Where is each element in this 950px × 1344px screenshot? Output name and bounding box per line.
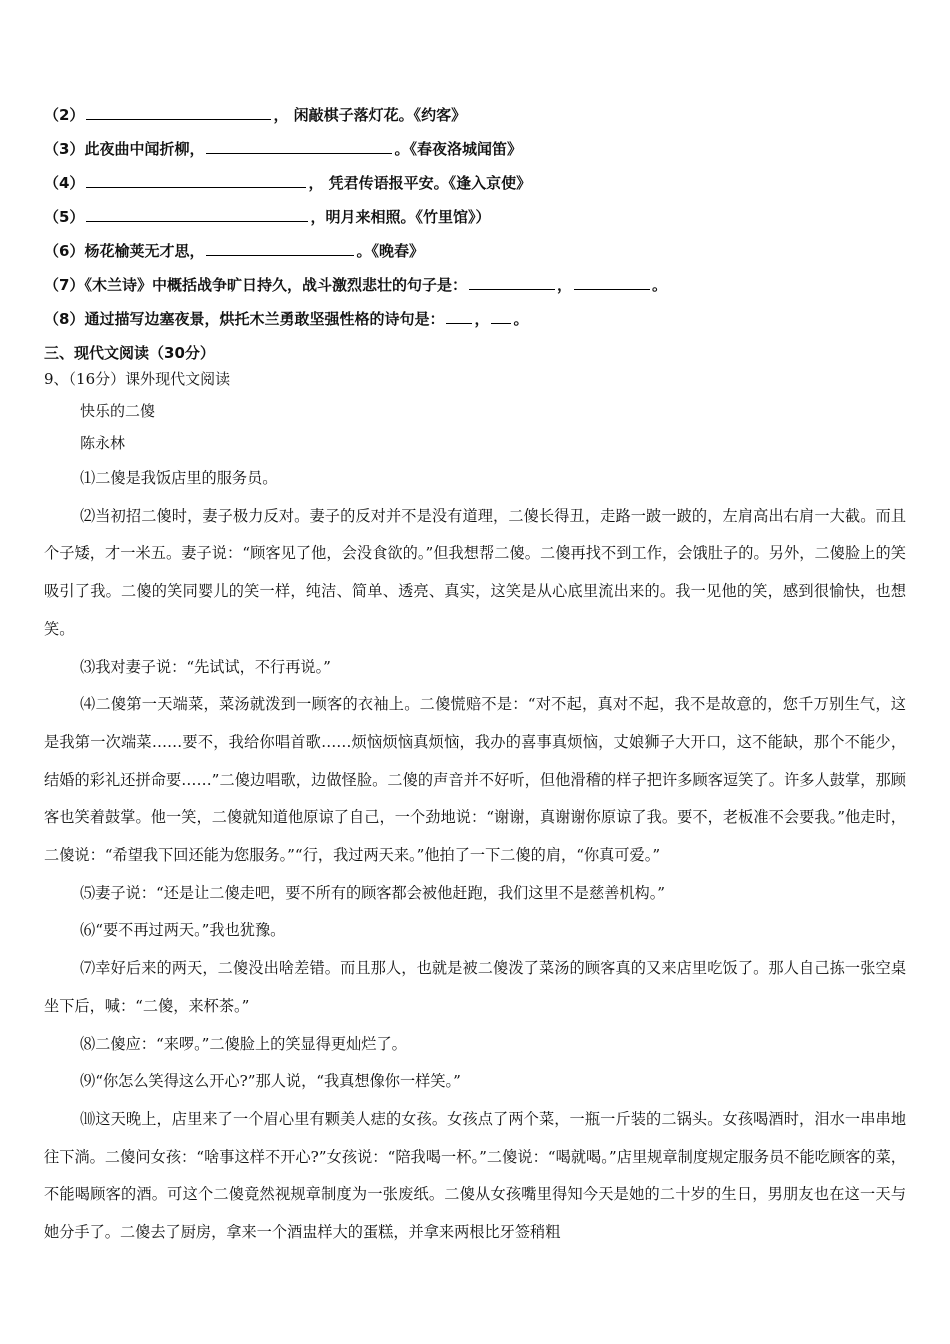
paragraph: ⑼“你怎么笑得这么开心?”那人说，“我真想像你一样笑。”: [80, 1072, 461, 1091]
paragraph: ⑹“要不再过两天。”我也犹豫。: [80, 921, 286, 940]
paragraph: ⑷二傻第一天端菜，菜汤就泼到一顾客的衣袖上。二傻慌赔不是：“对不起，真对不起，我不是故意的，您千万别生气，这是我第一次端菜……要不，我给你唱首歌……烦恼烦恼真烦恼，我办的喜事真烦恼，丈娘狮子大开口，这不能缺，那个不能少，结婚的彩礼还拼命要……”二傻边唱歌，边做怪脸。二傻的声音并不好听，但他滑稽的样子把许多顾客逗笑了。许多人鼓掌，那顾客也笑着鼓掌。他一笑，二傻就知道他原谅了自己，一个劲地说：“谢谢，真谢谢你原谅了我。要不，老板准不会要我。”他走时，二傻说：“希望我下回还能为您服务。”“行，我过两天来。”他拍了一下二傻的肩，“你真可爱。”: [44, 695, 906, 865]
answer-blank[interactable]: [491, 309, 511, 324]
question-number: （4）: [44, 174, 85, 192]
question-number: （6）: [44, 242, 85, 260]
paragraph: ⑶我对妻子说：“先试试，不行再说。”: [80, 657, 331, 676]
question-2: （2） ， 闲敲棋子落灯花。《约客》: [44, 106, 467, 124]
question-number: （3）: [44, 140, 85, 158]
paragraph: ⑸妻子说：“还是让二傻走吧，要不所有的顾客都会被他赶跑，我们这里不是慈善机构。”: [80, 883, 666, 902]
question-header: 9、（16分）课外现代文阅读: [44, 370, 231, 388]
answer-blank[interactable]: [574, 275, 650, 290]
article-body: [44, 460, 906, 1252]
answer-blank[interactable]: [206, 139, 392, 154]
article-title: 快乐的二傻: [80, 402, 156, 420]
question-number: （2）: [44, 106, 85, 124]
article-author: 陈永林: [80, 434, 126, 452]
question-5: （5） ，明月来相照。《竹里馆》）: [44, 208, 491, 226]
question-number: （7）: [44, 276, 85, 294]
paragraph: ⑽这天晚上，店里来了一个眉心里有颗美人痣的女孩。女孩点了两个菜，一瓶一斤装的二锅头。女孩喝酒时，泪水一串串地往下淌。二傻问女孩：“啥事这样不开心?”女孩说：“陪我喝一杯。”二傻说：“喝就喝。”店里规章制度规定服务员不能吃顾客的菜，不能喝顾客的酒。可这个二傻竟然视规章制度为一张废纸。二傻从女孩嘴里得知今天是她的二十岁的生日，男朋友也在这一天与她分手了。二傻去了厨房，拿来一个酒盅样大的蛋糕，并拿来两根比牙签稍粗: [44, 1109, 906, 1242]
answer-blank[interactable]: [86, 105, 271, 120]
question-3: （3）此夜曲中闻折柳， 。《春夜洛城闻笛》: [44, 140, 522, 158]
paragraph: ⑴二傻是我饭店里的服务员。: [80, 469, 278, 487]
question-number: （8）: [44, 310, 85, 328]
answer-blank[interactable]: [86, 207, 308, 222]
paragraph: ⑵当初招二傻时，妻子极力反对。妻子的反对并不是没有道理，二傻长得丑，走路一跛一跛的，左肩高出右肩一大截。而且个子矮，才一米五。妻子说：“顾客见了他，会没食欲的。”但我想帮二傻。二傻再找不到工作，会饿肚子的。另外，二傻脸上的笑吸引了我。二傻的笑同婴儿的笑一样，纯洁、简单、透亮、真实，这笑是从心底里流出来的。我一见他的笑，感到很愉快，也想笑。: [44, 506, 906, 638]
section-title: 三、现代文阅读（30分）: [44, 344, 215, 362]
answer-blank[interactable]: [86, 173, 306, 188]
question-7: （7）《木兰诗》中概括战争旷日持久，战斗激烈悲壮的句子是： ， 。: [44, 276, 667, 294]
paragraph: ⑻二傻应：“来啰。”二傻脸上的笑显得更灿烂了。: [80, 1034, 407, 1053]
question-6: （6）杨花榆荚无才思， 。《晚春》: [44, 242, 424, 260]
question-8: （8）通过描写边塞夜景，烘托木兰勇敢坚强性格的诗句是： ， 。: [44, 310, 529, 328]
paragraph: ⑺幸好后来的两天，二傻没出啥差错。而且那人，也就是被二傻泼了菜汤的顾客真的又来店里吃饭了。那人自己拣一张空桌坐下后，喊：“二傻，来杯茶。”: [44, 959, 906, 1015]
answer-blank[interactable]: [469, 275, 555, 290]
question-number: （5）: [44, 208, 85, 226]
answer-blank[interactable]: [446, 309, 472, 324]
answer-blank[interactable]: [206, 241, 354, 256]
question-4: （4） ， 凭君传语报平安。《逢入京使》: [44, 174, 532, 192]
